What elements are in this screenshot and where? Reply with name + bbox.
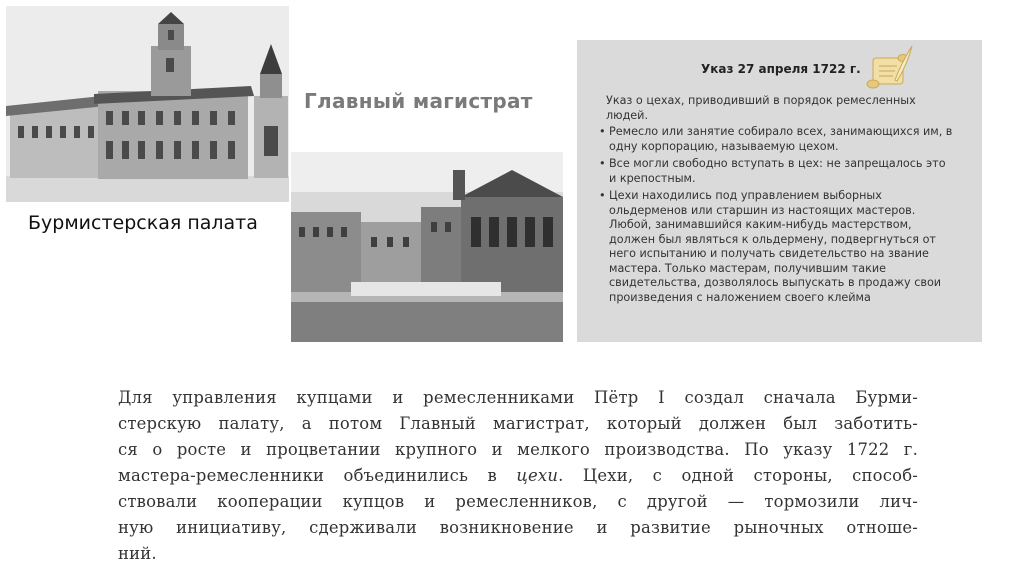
scroll-quill-icon: [865, 44, 915, 92]
decree-item: • Цехи находились под управлением выборных ольдерменов или старшин из настоящих мастеров. Любой, занимавшийся каким-нибудь мастерством, должен был являться к ольдермену, подвергнуться от него испытанию и получать свидетельство на звание мастера. Только мастерам, получившим такие свидетельства, дозволялось выпускать в продажу свои произведения с наложением своего клейма: [599, 189, 954, 305]
decree-lead-text: Указ о цехах, приводивший в порядок ремесленных людей.: [606, 94, 916, 122]
term-guilds: цехи: [516, 466, 559, 485]
burmister-chamber-caption: Бурмистерская палата: [28, 212, 258, 234]
decree-panel: [577, 40, 982, 342]
burmister-chamber-photo: [6, 6, 289, 202]
textbook-text: мастера-ремесленники объединились в: [118, 466, 517, 485]
textbook-line: стерскую палату, а потом Главный магистрат, который должен был заботить-: [118, 414, 918, 433]
textbook-line: ний.: [118, 544, 157, 563]
textbook-line: ся о росте и процветании крупного и мелкого производства. По указу 1722 г.: [118, 440, 918, 459]
decree-title: Указ 27 апреля 1722 г.: [701, 62, 861, 76]
textbook-line: ную инициативу, сдерживали возникновение и развитие рыночных отноше-: [118, 518, 918, 537]
decree-item: • Ремесло или занятие собирало всех, занимающихся им, в одну корпорацию, называемую цехом.: [599, 125, 954, 154]
textbook-line: Для управления купцами и ремесленниками Пётр I создал сначала Бурми-: [118, 388, 918, 407]
textbook-line: [118, 463, 918, 489]
textbook-paragraph: [118, 385, 918, 567]
decree-items-list: [599, 125, 954, 308]
textbook-text: . Цехи, с одной стороны, способ-: [558, 466, 918, 485]
decree-item: • Все могли свободно вступать в цех: не запрещалось это и крепостным.: [599, 157, 954, 186]
main-magistrat-caption: Главный магистрат: [304, 89, 533, 113]
main-magistrat-photo: [291, 152, 563, 342]
textbook-line: ствовали кооперации купцов и ремесленников, с другой — тормозили лич-: [118, 492, 918, 511]
